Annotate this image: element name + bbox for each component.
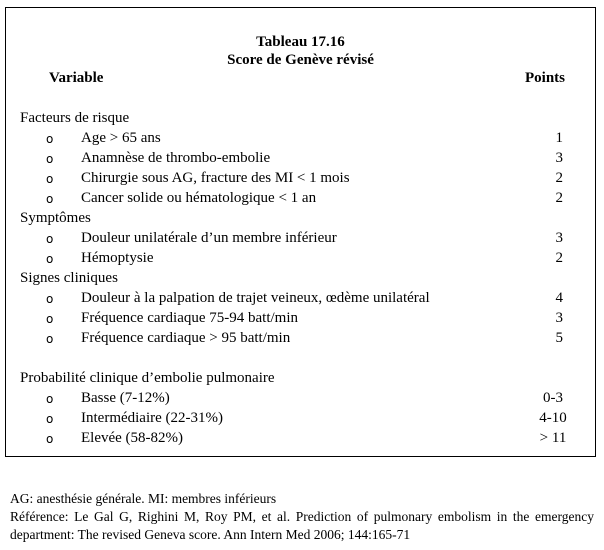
bullet-icon: o [46,432,54,446]
bullet-icon: o [46,312,54,326]
section-heading-clinical-signs: Signes cliniques [20,270,118,286]
table-row [6,170,595,190]
row-points: 2 [555,190,563,206]
row-points: > 11 [539,430,567,446]
table-title: Tableau 17.16 [256,34,345,50]
table-row [6,290,595,310]
table-row [6,410,595,430]
row-label: Anamnèse de thrombo-embolie [81,150,271,166]
row-label: Intermédiaire (22-31%) [81,410,224,426]
row-points: 3 [555,150,563,166]
row-label: Douleur unilatérale d’un membre inférieur [81,230,337,246]
row-label: Hémoptysie [81,250,154,266]
table-row [6,390,595,410]
row-label: Fréquence cardiaque > 95 batt/min [81,330,291,346]
table-row [6,130,595,150]
row-points: 0-3 [543,390,563,406]
table-row [6,230,595,250]
bullet-icon: o [46,332,54,346]
table-row [6,250,595,270]
section-heading-symptoms: Symptômes [20,210,91,226]
bullet-icon: o [46,192,54,206]
row-points: 3 [555,310,563,326]
row-points: 5 [555,330,563,346]
bullet-icon: o [46,132,54,146]
row-label: Elevée (58-82%) [81,430,184,446]
column-header-variable: Variable [49,70,104,86]
bullet-icon: o [46,392,54,406]
table-row [6,150,595,170]
footer-abbreviations: AG: anesthésie générale. MI: membres inférieurs [10,491,277,506]
row-points: 3 [555,230,563,246]
row-points: 4 [555,290,563,306]
bullet-icon: o [46,172,54,186]
table-row [6,430,595,450]
section-heading-risk-factors: Facteurs de risque [20,110,130,126]
table-row [6,190,595,210]
row-points: 1 [555,130,563,146]
table-row [6,310,595,330]
row-label: Douleur à la palpation de trajet veineux, œdème unilatéral [81,290,430,306]
row-points: 4-10 [539,410,567,426]
bullet-icon: o [46,252,54,266]
row-label: Fréquence cardiaque 75-94 batt/min [81,310,299,326]
score-table [5,7,596,457]
footer-reference: Référence: Le Gal G, Righini M, Roy PM, et al. Prediction of pulmonary embolism in the emergency department: The revised Geneva score. Ann Intern Med 2006; 144:165-71 [10,509,594,542]
row-label: Basse (7-12%) [81,390,170,406]
row-points: 2 [555,250,563,266]
table-subtitle: Score de Genève révisé [227,52,374,68]
bullet-icon: o [46,232,54,246]
table-row [6,330,595,350]
bullet-icon: o [46,152,54,166]
row-label: Age > 65 ans [81,130,161,146]
row-points: 2 [555,170,563,186]
row-label: Cancer solide ou hématologique < 1 an [81,190,317,206]
column-header-points: Points [524,70,565,86]
row-label: Chirurgie sous AG, fracture des MI < 1 mois [81,170,350,186]
bullet-icon: o [46,412,54,426]
section-heading-clinical-probability: Probabilité clinique d’embolie pulmonaire [20,370,275,386]
bullet-icon: o [46,292,54,306]
